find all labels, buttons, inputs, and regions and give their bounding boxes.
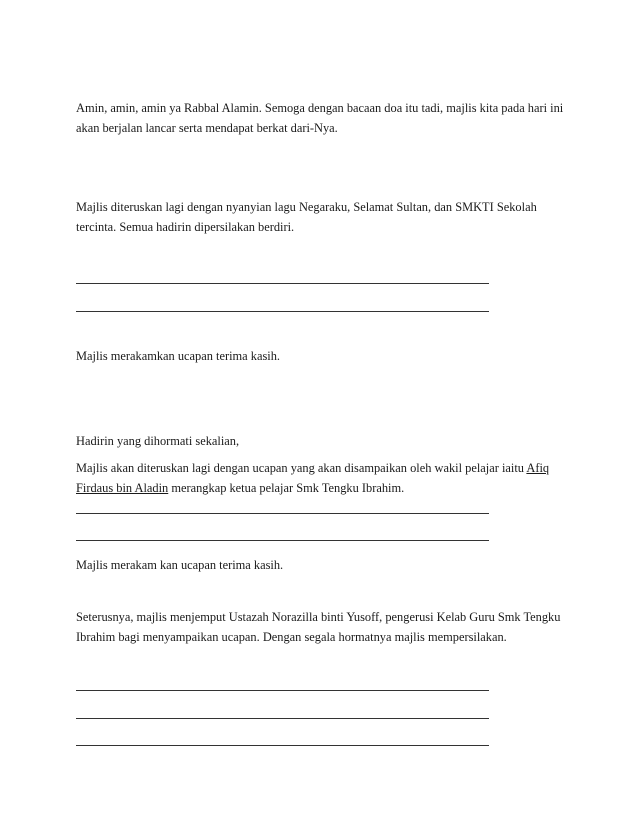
blank-line xyxy=(76,283,489,284)
blank-line xyxy=(76,540,489,541)
blank-line xyxy=(76,513,489,514)
paragraph-greeting: Hadirin yang dihormati sekalian, xyxy=(76,434,240,448)
blank-line xyxy=(76,745,489,746)
paragraph-thanks-2: Majlis merakam kan ucapan terima kasih. xyxy=(76,558,284,572)
paragraph-teacher-speech: Seterusnya, majlis menjemput Ustazah Norazilla binti Yusoff, pengerusi Kelab Guru Smk Tengku Ibrahim bagi menyampaikan ucapan. Dengan segala hormatnya majlis mempersilakan. xyxy=(76,610,561,644)
blank-line xyxy=(76,718,489,719)
blank-line xyxy=(76,690,489,691)
student-speech-text-end: merangkap ketua pelajar Smk Tengku Ibrahim. xyxy=(168,481,405,495)
paragraph-anthem: Majlis diteruskan lagi dengan nyanyian lagu Negaraku, Selamat Sultan, dan SMKTI Sekolah tercinta. Semua hadirin dipersilakan berdiri. xyxy=(76,200,537,234)
paragraph-closing-prayer: Amin, amin, amin ya Rabbal Alamin. Semoga dengan bacaan doa itu tadi, majlis kita pada hari ini akan berjalan lancar serta mendapat berkat dari-Nya. xyxy=(76,101,564,135)
paragraph-thanks-1: Majlis merakamkan ucapan terima kasih. xyxy=(76,349,281,363)
blank-line xyxy=(76,311,489,312)
paragraph-student-speech xyxy=(76,458,566,498)
student-name: Afiq Firdaus bin Aladin xyxy=(76,461,550,495)
student-speech-text: Majlis akan diteruskan lagi dengan ucapan yang akan disampaikan oleh wakil pelajar iaitu xyxy=(76,461,527,475)
